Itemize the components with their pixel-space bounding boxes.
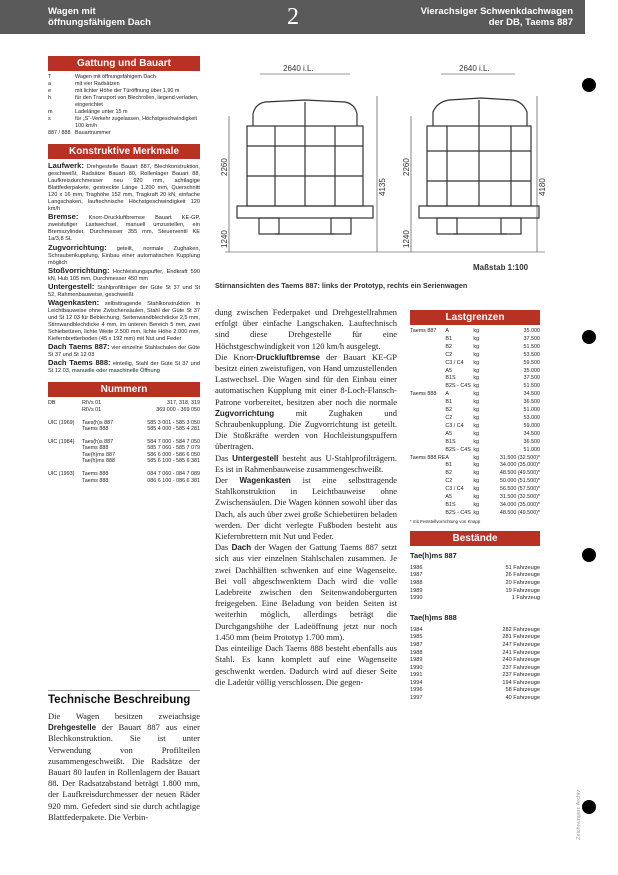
lastgrenzen-heading: Lastgrenzen (410, 310, 540, 325)
bestand-row: 1987 247 Fahrzeuge (410, 641, 540, 648)
bestand-row: 1989 240 Fahrzeuge (410, 657, 540, 664)
lastgrenzen-row: A5 kg 34.500 (445, 430, 540, 437)
merkmale-text (48, 162, 200, 375)
binder-hole (582, 800, 596, 814)
lastgrenzen-footnote: * mit Feststellvorrichtung von Knapp (410, 518, 481, 524)
nummern-row: Tae(h)ms 888 585 6 100 - 585 6 381 (82, 458, 200, 465)
technische-col2: dung zwischen Federpaket und Drehgestellrahmen erfolgt über einfache Langschaken. Lauftechnisch sind diese Drehgestelle für eine Höchstgeschwindigkeit von 120 km/h ausgelegt. Die Knorr-Druckluftbremse der Bauart KE-GP besitzt einen zweistufigen, von Hand umzustellenden Lastwechsel. Die Wagen sind für den Einbau einer automatischen Kupplung mit einer 8-Loch-Flansch-Patrone vorbereitet, besitzen aber noch die normale Zugvorrichtung mit Zughaken und Schraubenkupplung. Die Zugvorrichtung ist geteilt. Die Stoßkräfte werden von Hochleistungspuffern übertragen. Das Untergestell besteht aus U-Stahlprofilträgern. Es ist in Rahmenbauweise zusammengeschweißt. Der Wagenkasten ist eine selbsttragende Stahlkonstruktion in Leichtbauweise ohne Zwischensäulen. Die Wagen können sowohl über das Dach, als auch über zwei große Schiebetüren beladen werden. Der dicht verlegte Fußboden besteht aus Kiefernbrettern mit Nut und Feder. Das Dach der Wagen der Gattung Taems 887 setzt sich aus vier einzelnen Stahlschalen zusammen. Je zwei Dachhälften schwenken auf eine Wagenseite. Bei voll abgeschwenktem Dach wird die volle Ladebreite zwischen den Seitenwandobergurten freigegeben. Eine Beladung von beiden Seiten ist weiterhin möglich, allerdings beträgt die Durchgangshöhe der Ladeöffnung jetzt nur noch 1.450 mm (beim Prototyp 1.700 mm). Das einteilige Dach Taems 888 besteht ebenfalls aus Stahl. Es kann komplett auf eine Wagenseite geschwenkt werden. Dadurch wird auf dieser Seite die Ladetür völlig verschlossen. Die gegen- (215, 307, 398, 687)
merkmal-item: Dach Taems 887: vier einzelne Stahlschalen der Güte St 37 und St 12 03 (48, 342, 201, 359)
nummern-row: UIC (1984) Taes(h)s 887 584 7 000 - 584 7 050 (48, 438, 200, 445)
lastgrenzen-table (410, 328, 540, 518)
left-column (48, 56, 200, 484)
binder-hole (582, 330, 596, 344)
page-header (0, 0, 585, 34)
bestand-row: 1997 40 Fahrzeuge (410, 695, 540, 702)
gattung-table (48, 74, 200, 137)
binder-hole (582, 78, 596, 92)
bestaende-888-title: Tae(h)ms 888 (410, 612, 457, 622)
merkmal-item: Dach Taems 888: einteilig, Stahl der Güte St 37 und St 12 03, manuelle oder maschinelle Öffnung (48, 358, 201, 375)
bestand-row: 1994 194 Fahrzeuge (410, 679, 540, 686)
right-column (410, 310, 540, 703)
lastgrenzen-row: B2S - C4S kg 51.000 (445, 446, 540, 453)
lastgrenzen-row: B2 kg 51.000 (445, 407, 540, 414)
bestand-row: 1988 241 Fahrzeuge (410, 649, 540, 656)
bestand-row: 1996 58 Fahrzeuge (410, 687, 540, 694)
dim-top-left: 2640 i.L. (283, 64, 314, 73)
merkmal-item: Untergestell: Stahlprofilträger der Güte St 37 und St 52, Rahmenbauweise, geschweißt (48, 281, 200, 298)
drawing-caption: Stirnansichten des Taems 887: links der Prototyp, rechts ein Serienwagen (215, 281, 468, 290)
bestand-row: 1990 237 Fahrzeuge (410, 664, 540, 671)
gattung-row: 887 / 888 Bauartnummer (48, 130, 111, 136)
lastgrenzen-row: C2 kg 53.500 (445, 351, 540, 358)
binder-hole (582, 548, 596, 562)
lastgrenzen-row: B1 kg 34.000 (35.000)* (445, 462, 540, 469)
lastgrenzen-row: Taems 887 A kg 35.000 (410, 328, 540, 334)
bestand-row: 1984 282 Fahrzeuge (410, 626, 540, 633)
nummern-heading: Nummern (48, 382, 200, 397)
dim-h1: 2260 (220, 158, 229, 176)
bestand-row: 1985 281 Fahrzeuge (410, 634, 540, 641)
header-right: Vierachsiger Schwenkdachwagen der DB, Taems 887 (420, 6, 573, 28)
dim-h5: 1240 (402, 230, 411, 248)
nummern-row: UIC (1969) Taes(h)s 887 585 3 001 - 585 3 050 (48, 419, 200, 426)
lastgrenzen-row: C2 kg 50.000 (51.500)* (445, 478, 540, 485)
merkmal-item: Stoßvorrichtung: Hochleistungspuffer, Endkraft 590 kN, Hub 105 mm, Durchmesser 450 mm (48, 265, 200, 282)
bestaende-heading: Bestände (410, 531, 540, 546)
lastgrenzen-row: C3 / C4 kg 56.500 (57.500)* (445, 486, 540, 493)
lastgrenzen-row: C3 / C4 kg 59.500 (445, 359, 540, 366)
dim-top-right: 2640 i.L. (459, 64, 490, 73)
gattung-row: e mit lichter Höhe der Türöffnung über 1,90 m (48, 88, 180, 94)
merkmal-item: Zugvorrichtung: geteilt, normale Zughaken, Schraubenkupplung, Einbau einer automatischen Kupplung möglich (48, 242, 200, 266)
bestand-row: 1988 20 Fahrzeuge (410, 579, 540, 586)
gattung-row: a mit vier Radsätzen (48, 81, 120, 87)
merkmal-item: Wagenkasten: selbsttragende Stahlkonstruktion in Leichtbauweise ohne Zwischensäulen, Stahl der Güte St 37 und St 12 03 für Beblechung, Seitenwandblechdicke 2,5 mm, Stirnwandblechdicke 4 mm, im unteren Bereich 5 mm, zwei Schiebetüren, lichte Weite 2.500 mm, lichte Höhe 2.000 mm, Kiefernbretterboden (45 x 192 mm) mit Nut und Feder (48, 297, 200, 343)
gattung-row: s für „S“-Verkehr zugelassen, Höchstgeschwindigkeit 100 km/h (48, 116, 197, 129)
lastgrenzen-row: B2 kg 51.500 (445, 343, 540, 350)
nummern-row: Taems 888 585 7 060 - 585 7 079 (82, 445, 200, 452)
lastgrenzen-row: B2S - C4S kg 48.500 (49.500)* (445, 509, 540, 516)
page-number: 2 (287, 4, 299, 30)
header-left: Wagen mit öffnungsfähigem Dach (48, 6, 151, 28)
gattung-row: m Ladelänge unter 15 m (48, 109, 128, 115)
gattung-row: T Wagen mit öffnungsfähigem Dach (48, 74, 156, 80)
drawing-scale: Maßstab 1:100 (473, 263, 529, 272)
lastgrenzen-row: B1S kg 37.500 (445, 375, 540, 382)
nummern-row: RIVs 01 369 000 - 369 050 (82, 406, 200, 413)
dim-h4: 2260 (402, 158, 411, 176)
gattung-row: h für den Transport von Blechrollen, liegend verladen, eingerichtet (48, 95, 199, 108)
lastgrenzen-row: B1S kg 36.500 (445, 438, 540, 445)
nummern-row: UIC (1993) Taems 888 084 7 060 - 084 7 089 (48, 471, 200, 478)
lastgrenzen-row: C3 / C4 kg 59.000 (445, 422, 540, 429)
bestand-row: 1987 26 Fahrzeuge (410, 572, 540, 579)
lastgrenzen-row: B2 kg 48.500 (49.500)* (445, 470, 540, 477)
side-note: Zeichnungen: Archiv (576, 790, 582, 840)
lastgrenzen-row: B1 kg 36.500 (445, 399, 540, 406)
nummern-table (48, 400, 200, 484)
end-view-drawing (215, 56, 545, 276)
bestaende-887-title: Tae(h)ms 887 (410, 550, 457, 560)
bestand-row: 1986 51 Fahrzeuge (410, 564, 540, 571)
bestand-row: 1990 1 Fahrzeug (410, 595, 540, 602)
lastgrenzen-row: Taems 888 RE A kg 31.500 (32.500)* (410, 454, 540, 461)
lastgrenzen-row: B1 kg 37.500 (445, 335, 540, 342)
bestand-row: 1989 19 Fahrzeuge (410, 587, 540, 594)
nummern-row: Taems 888 585 4 000 - 585 4 281 (82, 426, 200, 433)
technische-col1: Die Wagen besitzen zweiachsige Drehgestelle der Bauart 887 aus einer Blechkonstruktion. Sie ist unter Verwendung von Profilteilen zusammengeschweißt. Die Radsätze der Bauart 80 laufen in Rollenlagern der Bauart 88. Der Radsatzabstand beträgt 1.800 mm, der Laufkreisdurchmesser der neuen Räder 920 mm. Gefedert sind sie durch achtlagige Blattfederpakete. Die Verbin- (48, 711, 200, 822)
merkmale-heading: Konstruktive Merkmale (48, 144, 200, 159)
lastgrenzen-row: A5 kg 31.500 (32.500)* (445, 494, 540, 501)
dim-h2: 1240 (220, 230, 229, 248)
technische-heading: Technische Beschreibung (48, 690, 200, 706)
merkmal-item: Laufwerk: Drehgestelle Bauart 887, Blechkonstruktion, geschweißt, Radsätze Bauart 80, Rollenlager Bauart 88, Laufkreisdurchmesser neu 920 mm, achtlagige Blattfederpakete, gestreckte Länge 1.200 mm, Querschnitt 120 x 16 mm, Traghöhe 152 mm, Tragkraft 20 kN, einfache Langschaken, lauftechnische Höchstgeschwindigkeit 120 km/h (48, 161, 200, 213)
nummern-row: DB RIVs 01 317, 318, 319 (48, 400, 200, 407)
nummern-row: Tae(h)ms 887 586 6 000 - 586 6 050 (82, 451, 200, 458)
nummern-row: Taems 888 086 6 100 - 086 6 381 (82, 477, 200, 484)
gattung-heading: Gattung und Bauart (48, 56, 200, 71)
dim-h3: 4135 (378, 178, 387, 196)
bestaende-887-table (410, 565, 540, 603)
lastgrenzen-row: B2S - C4S kg 51.500 (445, 383, 540, 390)
lastgrenzen-row: B1S kg 34.000 (35.000)* (445, 501, 540, 508)
lastgrenzen-row: Taems 888 A kg 34.500 (410, 391, 540, 398)
dim-h6: 4180 (538, 178, 547, 196)
bestaende-888-table (410, 627, 540, 703)
lastgrenzen-row: A5 kg 35.000 (445, 367, 540, 374)
lastgrenzen-row: C2 kg 53.000 (445, 414, 540, 421)
bestand-row: 1991 237 Fahrzeuge (410, 672, 540, 679)
merkmal-item: Bremse: Knorr-Druckluftbremse Bauart KE-GP, zweistufiger Lastwechsel, manuell umzustellen, ein Bremszylinder, Durchmesser 355 mm, Steuerventil KE 1a/3,8 SL (48, 212, 201, 243)
